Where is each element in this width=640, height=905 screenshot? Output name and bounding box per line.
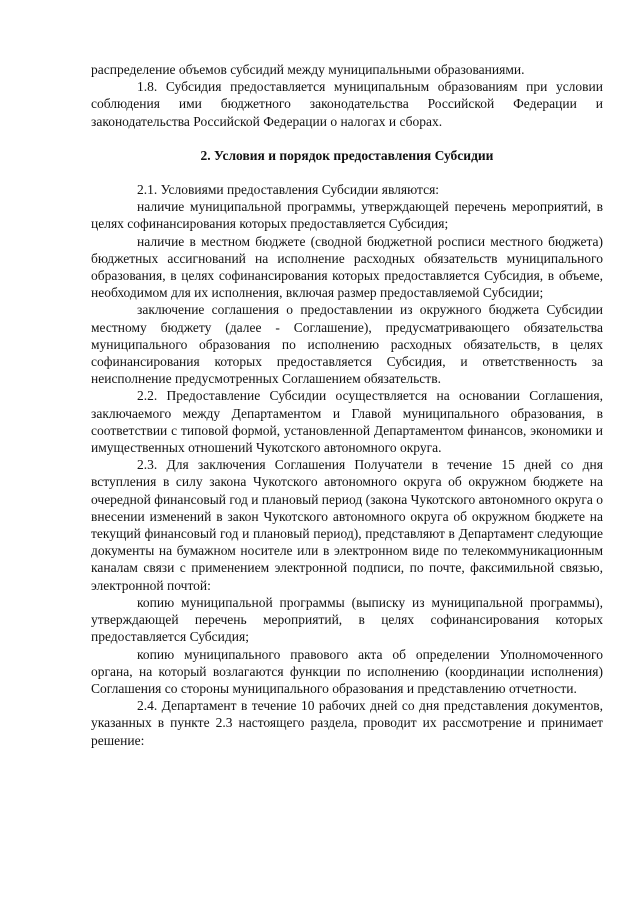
paragraph-1-8: 1.8. Субсидия предоставляется муниципальным образованиям при условии соблюдения ими бюджетного законодательства Российской Федерации и законодательства Российской Федерации о налогах и сборах. (91, 79, 603, 129)
paragraph-condition-program: наличие муниципальной программы, утверждающей перечень мероприятий, в целях софинансирования которых предоставляется Субсидия; (91, 199, 603, 232)
paragraph-doc-program-copy: копию муниципальной программы (выписку из муниципальной программы), утверждающей перечень мероприятий, в целях софинансирования которых предоставляется Субсидия; (91, 594, 603, 645)
paragraph-2-4: 2.4. Департамент в течение 10 рабочих дней со дня представления документов, указанных в пункте 2.3 настоящего раздела, проводит их рассмотрение и принимает решение: (91, 698, 603, 748)
paragraph-doc-legal-act-copy: копию муниципального правового акта об определении Уполномоченного органа, на который возлагаются функции по исполнению (координации исполнения) Соглашения со стороны муниципального образования и представлению отчетности. (91, 646, 603, 696)
paragraph-condition-agreement: заключение соглашения о предоставлении из окружного бюджета Субсидии местному бюджету (далее - Соглашение), предусматривающего обязательства муниципального образования по исполнению расходных обязательств, в целях софинансирования которых предоставляется Субсидия, и ответственность за неисполнение предусмотренных Соглашением обязательств. (91, 302, 603, 387)
paragraph-2-1: 2.1. Условиями предоставления Субсидии являются: (137, 182, 440, 198)
paragraph-continuation: распределение объемов субсидий между муниципальными образованиями. (91, 62, 525, 77)
paragraph-2-3: 2.3. Для заключения Соглашения Получатели в течение 15 дней со дня вступления в силу закона Чукотского автономного округа об окружном бюджете на очередной финансовый год и плановый период (закона Чукотского автономного округа о внесении изменений в закон Чукотского автономного округа об окружном бюджете на текущий финансовый год и плановый период), представляют в Департамент следующие документы на бумажном носителе или в электронном виде по телекоммуникационным каналам связи с применением электронной подписи, по почте, факсимильной связью, электронной почтой: (91, 457, 603, 593)
paragraph-2-2: 2.2. Предоставление Субсидии осуществляется на основании Соглашения, заключаемого между Департаментом и Главой муниципального образования, в соответствии с типовой формой, установленной Департаментом финансов, экономики и имущественных отношений Чукотского автономного округа. (91, 388, 603, 456)
paragraph-condition-budget: наличие в местном бюджете (сводной бюджетной росписи местного бюджета) бюджетных ассигнований на исполнение расходных обязательств муниципального образования, в целях софинансирования которых предоставляется Субсидия, в объеме, необходимом для их исполнения, включая размер предоставляемой Субсидии; (91, 233, 603, 301)
section-heading: 2. Условия и порядок предоставления Субсидии (200, 147, 494, 163)
